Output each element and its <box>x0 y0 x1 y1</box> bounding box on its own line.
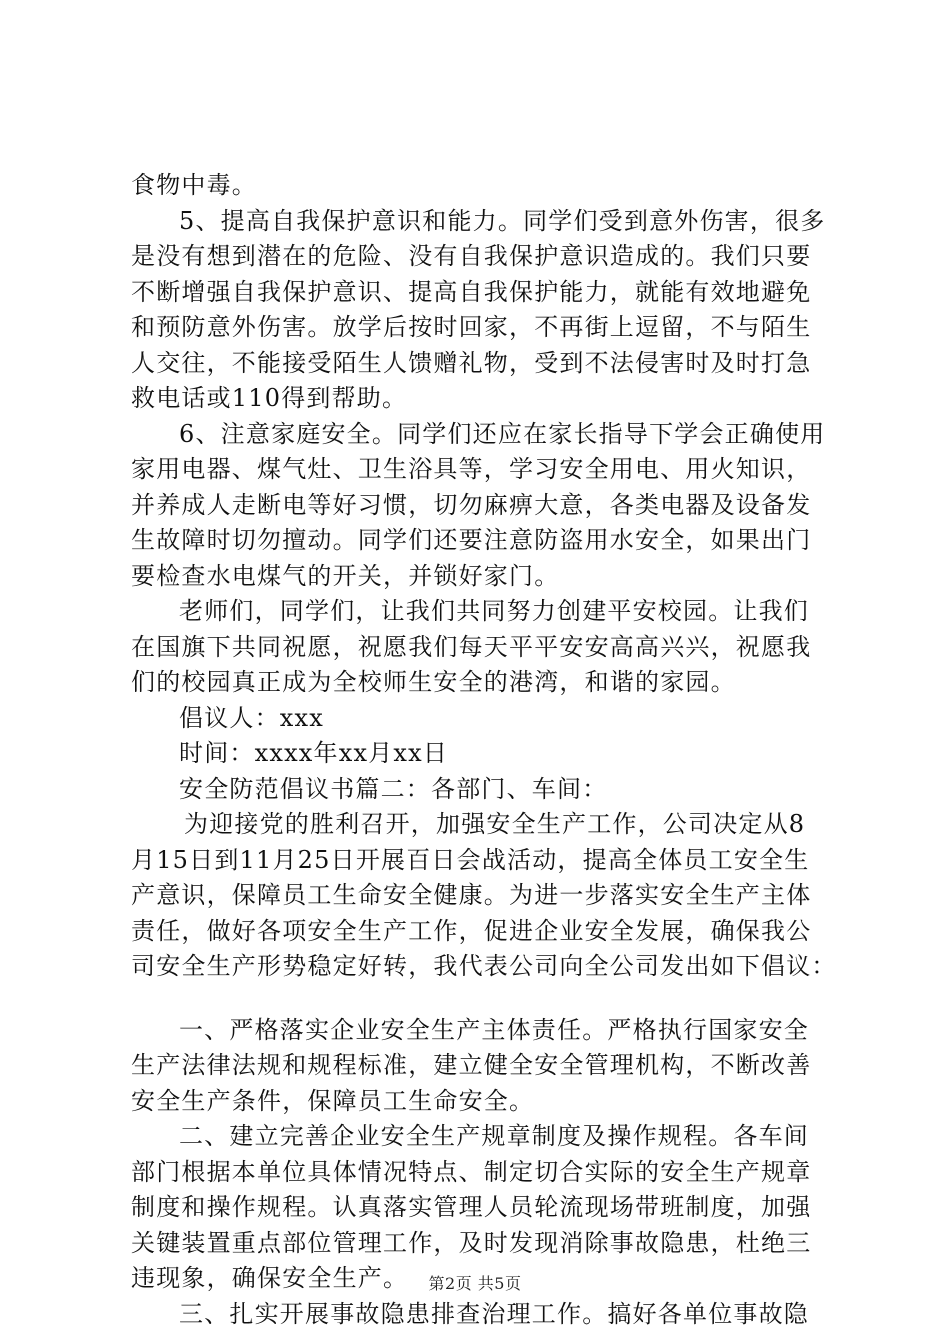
text-line: 月15日到11月25日开展百日会战活动，提高全体员工安全生 <box>131 845 810 874</box>
text-line: 家用电器、煤气灶、卫生浴具等，学习安全用电、用火知识， <box>131 455 812 483</box>
text-line: 老师们，同学们，让我们共同努力创建平安校园。让我们 <box>179 597 809 625</box>
text-line: 安全防范倡议书篇二：各部门、车间： <box>179 774 608 803</box>
text-line: 6、注意家庭安全。同学们还应在家长指导下学会正确使用 <box>179 419 826 448</box>
text-line: 关键装置重点部位管理工作，及时发现消除事故隐患，杜绝三 <box>131 1228 812 1257</box>
page-number: 第2页 共5页 <box>428 1274 522 1293</box>
text-line: 安全生产条件，保障员工生命安全。 <box>131 1086 535 1115</box>
text-line: 制度和操作规程。认真落实管理人员轮流现场带班制度，加强 <box>131 1193 812 1221</box>
text-line: 生故障时切勿擅动。同学们还要注意防盗用水安全，如果出门 <box>131 526 812 554</box>
text-line: 食物中毒。 <box>131 171 257 199</box>
text-line: 三、扎实开展事故隐患排查治理工作。搞好各单位事故隐 <box>179 1299 809 1328</box>
text-line: 司安全生产形势稳定好转，我代表公司向全公司发出如下倡议： <box>131 952 837 980</box>
text-line: 不断增强自我保护意识、提高自我保护能力，就能有效地避免 <box>131 277 812 306</box>
text-line: 生产法律法规和规程标准，建立健全安全管理机构，不断改善 <box>131 1051 812 1079</box>
text-line: 和预防意外伤害。放学后按时回家，不再街上逗留，不与陌生 <box>131 313 812 341</box>
text-line: 倡议人：xxx <box>179 703 325 732</box>
text-line: 并养成人走断电等好习惯，切勿麻痹大意，各类电器及设备发 <box>131 490 812 519</box>
text-line: 在国旗下共同祝愿，祝愿我们每天平平安安高高兴兴，祝愿我 <box>131 632 812 661</box>
text-line: 人交往，不能接受陌生人馈赠礼物，受到不法侵害时及时打急 <box>131 348 812 377</box>
text-line: 要检查水电煤气的开关，并锁好家门。 <box>131 561 560 590</box>
text-line: 二、建立完善企业安全生产规章制度及操作规程。各车间 <box>179 1122 809 1150</box>
text-line: 时间：xxxx年xx月xx日 <box>179 739 449 767</box>
text-line: 违现象，确保安全生产。 <box>131 1264 409 1292</box>
text-line: 5、提高自我保护意识和能力。同学们受到意外伤害，很多 <box>179 206 826 235</box>
text-line: 责任，做好各项安全生产工作，促进企业安全发展，确保我公 <box>131 916 812 945</box>
text-line: 为迎接党的胜利召开，加强安全生产工作，公司决定从8 <box>184 810 806 838</box>
text-line: 一、严格落实企业安全生产主体责任。严格执行国家安全 <box>179 1015 809 1044</box>
text-line: 产意识，保障员工生命安全健康。为进一步落实安全生产主体 <box>131 881 812 909</box>
text-line: 是没有想到潜在的危险、没有自我保护意识造成的。我们只要 <box>131 242 812 270</box>
text-line: 们的校园真正成为全校师生安全的港湾，和谐的家园。 <box>131 668 736 696</box>
text-line: 部门根据本单位具体情况特点、制定切合实际的安全生产规章 <box>131 1157 812 1186</box>
document-body <box>131 168 851 1332</box>
text-line: 救电话或110得到帮助。 <box>131 384 408 412</box>
paragraph-gap <box>131 985 851 1013</box>
